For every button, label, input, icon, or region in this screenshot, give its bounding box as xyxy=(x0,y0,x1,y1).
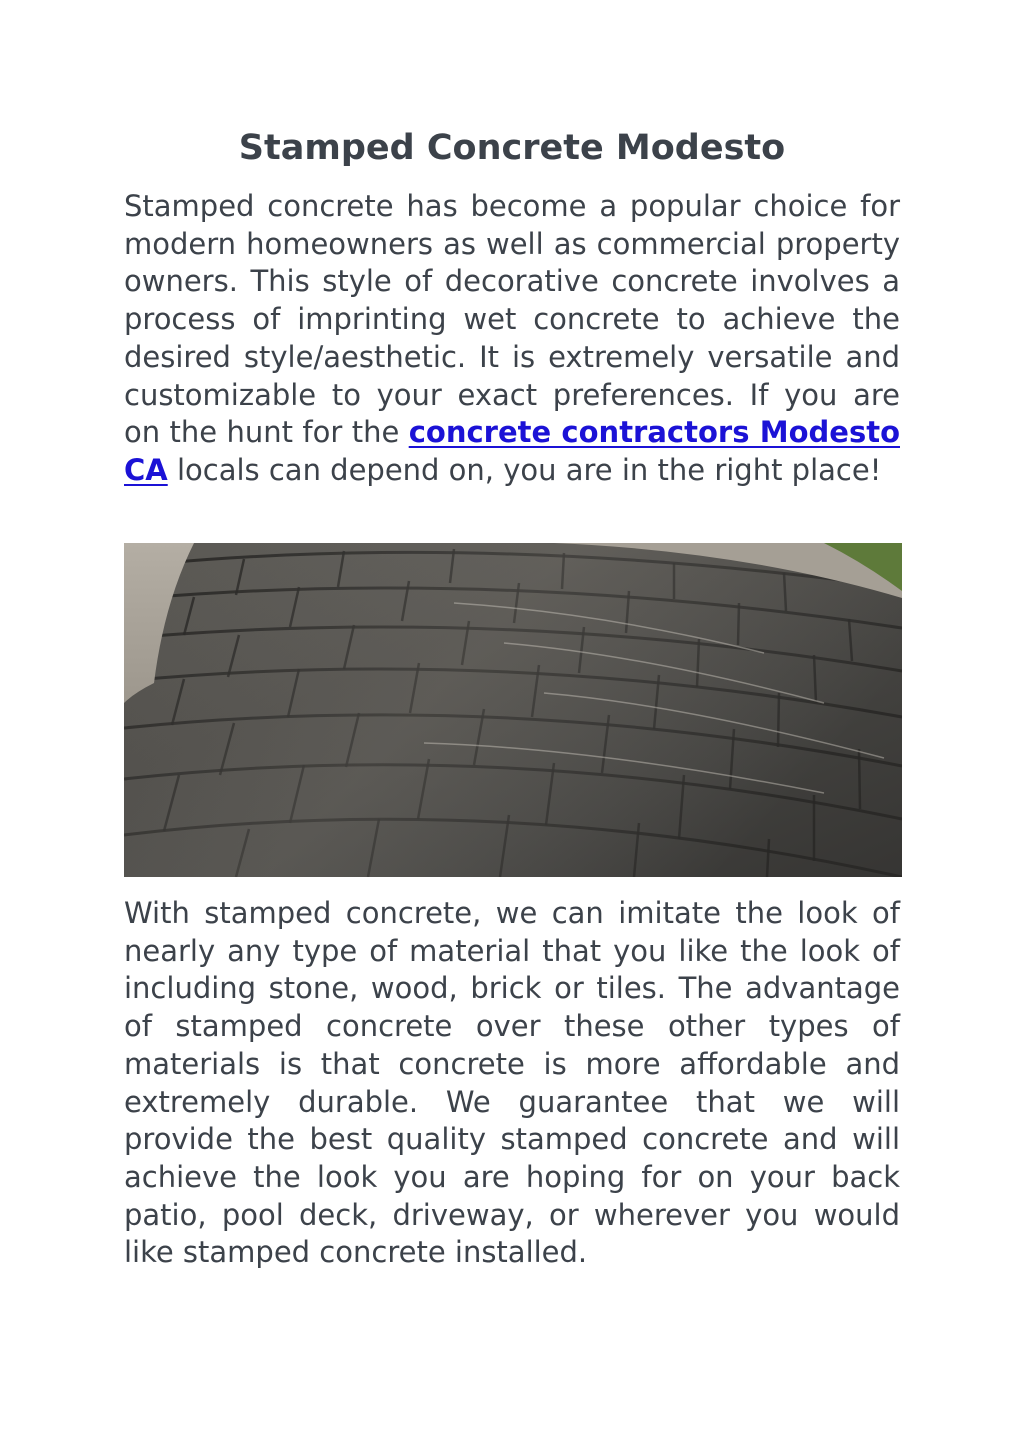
body-paragraph: With stamped concrete, we can imitate the look of nearly any type of material that you like the look of including stone, wood, brick or tiles. The advantage of stamped concrete over these other types of materials is that concrete is more affordable and extremely durable. We guarantee that we will provide the best quality stamped concrete and will achieve the look you are hoping for on your back patio, pool deck, driveway, or wherever you would like stamped concrete installed. xyxy=(124,896,900,1270)
stamped-concrete-photo xyxy=(124,543,902,877)
page-title: Stamped Concrete Modesto xyxy=(238,128,786,168)
intro-text-after-link: locals can depend on, you are in the right place! xyxy=(167,452,882,487)
intro-text-before-link: Stamped concrete has become a popular choice for modern homeowners as well as commercial property owners. This style of decorative concrete involves a process of imprinting wet concrete to achieve the desired style/aesthetic. It is extremely versatile and customizable to your exact preferences. If you are on the hunt for the xyxy=(124,189,900,450)
intro-paragraph xyxy=(124,188,900,490)
stamped-concrete-image xyxy=(124,543,902,877)
concrete-contractors-link[interactable]: concrete contractors Modesto CA xyxy=(124,415,900,487)
